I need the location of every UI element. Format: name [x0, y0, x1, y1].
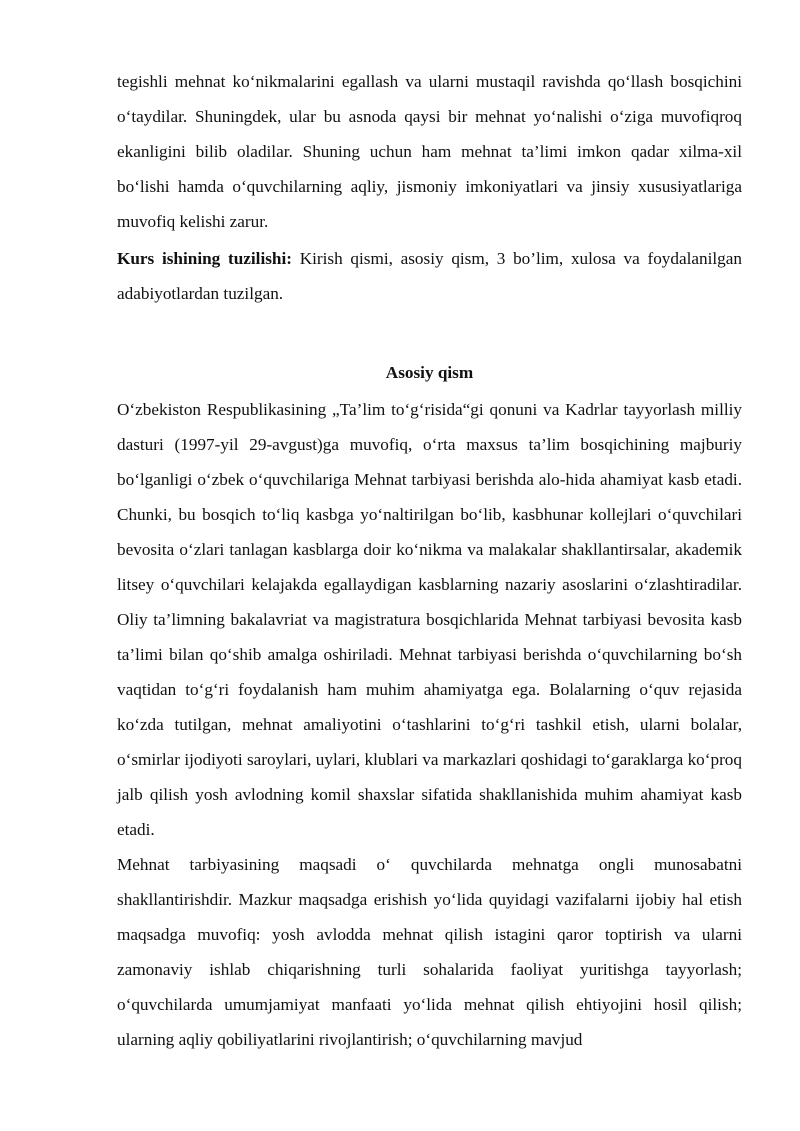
course-structure-paragraph [117, 241, 742, 311]
paragraph-main: O‘zbekiston Respublikasining „Ta’lim to‘g‘risida“gi qonuni va Kadrlar tayyorlash milliy dasturi (1997-yil 29-avgust)ga muvofiq, o‘rta maxsus ta’lim bosqichining majburiy bo‘lganligi o‘zbek o‘quvchilariga Mehnat tarbiyasi berishda alo-hida ahamiyat kasb etadi. Chunki, bu bosqich to‘liq kasbga yo‘naltirilgan bo‘lib, kasbhunar kollejlari o‘quvchilari bevosita o‘zlari tanlagan kasblarga doir ko‘nikma va malakalar shakllantirsalar, akademik litsey o‘quvchilari kelajakda egallaydigan kasblarning nazariy asoslarini o‘zlashtiradilar. Oliy ta’limning bakalavriat va magistratura bosqichlarida Mehnat tarbiyasi bevosita kasb ta’limi bilan qo‘shib amalga oshiriladi. Mehnat tarbiyasi berishda o‘quvchilarning bo‘sh vaqtidan to‘g‘ri foydalanish ham muhim ahamiyatga ega. Bolalarning o‘quv rejasida ko‘zda tutilgan, mehnat amaliyotini o‘tashlarini to‘g‘ri tashkil etish, ularni bolalar, o‘smirlar ijodiyoti saroylari, uylari, klublari va markazlari qoshidagi to‘garaklarga ko‘proq jalb qilish yosh avlodning komil shaxslar sifatida shakllanishida muhim ahamiyat kasb etadi. [117, 400, 742, 839]
course-structure-label: Kurs ishining tuzilishi: [117, 249, 292, 268]
section-title: Asosiy qism [385, 363, 474, 382]
paragraph-goals: Mehnat tarbiyasining maqsadi o‘ quvchilarda mehnatga ongli munosabatni shakllantirishdir. Mazkur maqsadga erishish yo‘lida quyidagi vazifalarni ijobiy hal etish maqsadga muvofiq: yosh avlodda mehnat qilish istagini qaror toptirish va ularni zamonaviy ishlab chiqarishning turli sohalarida faoliyat yuritishga tayyorlash; o‘quvchilarda umumjamiyat manfaati yo‘lida mehnat qilish ehtiyojini hosil qilish; ularning aqliy qobiliyatlarini rivojlantirish; o‘quvchilarning mavjud [117, 855, 742, 1049]
course-structure-text: Kirish qismi, asosiy qism, 3 bo’lim, xulosa va foydalanilgan adabiyotlardan tuzilgan. [117, 249, 742, 303]
paragraph-intro: tegishli mehnat ko‘nikmalarini egallash va ularni mustaqil ravishda qo‘llash bosqichini o‘taydilar. Shuningdek, ular bu asnoda qaysi bir mehnat yo‘nalishi o‘ziga muvofiqroq ekanligini bilib oladilar. Shuning uchun ham mehnat ta’limi imkon qadar xilma-xil bo‘lishi hamda o‘quvchilarning aqliy, jismoniy imkoniyatlari va jinsiy xususiyatlariga muvofiq kelishi zarur. [117, 72, 742, 231]
document-page [117, 64, 742, 1057]
